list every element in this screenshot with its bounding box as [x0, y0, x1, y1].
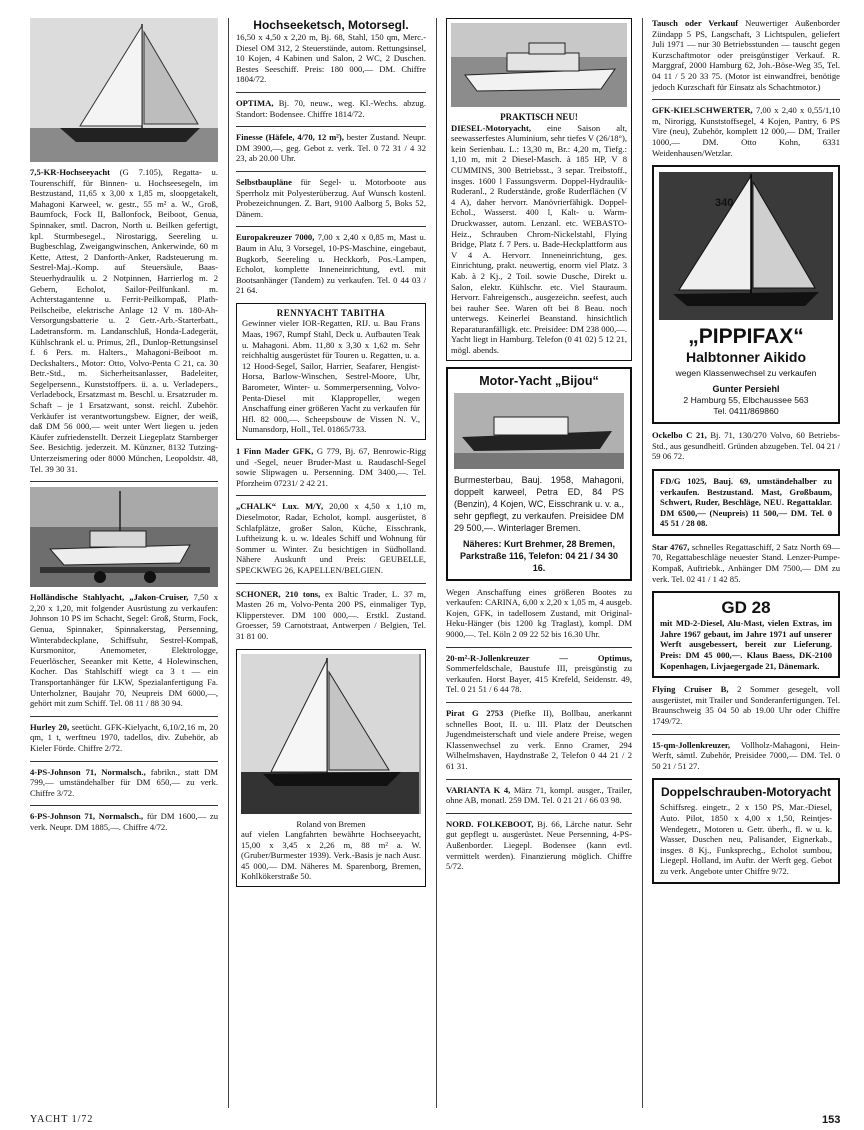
ad-title: VARIANTA K 4,	[446, 784, 511, 795]
ad-title: GD 28	[721, 598, 771, 618]
ad-pippifax	[652, 165, 840, 424]
divider	[446, 647, 632, 648]
column-2	[236, 18, 426, 893]
ad-tausch-verkauf	[652, 18, 840, 92]
ad-body: Gewinner vieler IOR-Regatten, RIJ. u. Bau Frans Maas, 1967, Rumpf Stahl, Deck u. Aufbauten Teak u. Mahagoni. Abm. 11,80 x 3,30 x 1,62 m. Sehr reichhaltig ausgerüstet für Touren u. Regatten, u. a. 12 Hood-Segel, Sailor, Harrier, Seafarer, Hengist-Horsa, Barlow-Winschen, Sestrel-Moore, Uhr, Barometer, Winter- u. Sommerpersenning, Volvo-Penta-Diesel mit Klappropeller, wegen Anschaffung einer größeren Yacht zu verkaufen für Hfl. 82 000,—. Scheepsbouw de Vissen N. V., Numansdorp, Holl., Tel. 01865/733.	[242, 318, 420, 435]
ad-title: Motor-Yacht „Bijou“	[479, 373, 599, 388]
column-rule	[642, 18, 643, 1108]
ad-title: „PIPPIFAX“	[688, 325, 804, 349]
divider	[236, 126, 426, 127]
steel-yacht-image	[30, 487, 218, 587]
ad-body: Burmesterbau, Bauj. 1958, Mahagoni, doppelt karweel, Petra ED, 84 PS (Benzin), 4 Kojen, WC, Eisschrank u. v. a., sehr gepflegt, zu verkaufen. Preisidee DM 29 500,—. Winterlager Bremen.	[454, 474, 624, 533]
motoryacht-image	[451, 23, 627, 107]
ad-flying-cruiser	[652, 684, 840, 726]
divider	[30, 805, 218, 806]
ad-body: auf vielen Langfahrten bewährte Hochseeyacht, 15,00 x 3,45 x 2,26 m, 88 m² a. W. (Gruber/Burmester 1939). Verk.-Basis je nach Ausr. 45 000,— DM. Näheres M. Sparenborg, Bremen, Kohlkökerstraße 50.	[241, 829, 421, 882]
ad-hochseeketsch	[236, 18, 426, 85]
ad-title: 7,5-KR-Hochseeyacht	[30, 167, 110, 177]
ad-body: 20,00 x 4,50 x 1,10 m, Dieselmotor, Radar, Echolot, kompl. ausgerüstet, 8 Schlafplätze, großer Salon, Küche, Eisschrank, Luftheizung k. u. w. Ideales Schiff und Wohnung für Sommer u. Winter. Zu besichtigen in Südholland. Nähere Auskunft und Preis: GEUBELLE, SPECKWEG 26, KAPELLEN/BELGIEN.	[236, 501, 426, 575]
ad-body: G 779, Bj. 67, Benrowic-Rigg und -Segel, neuer Bruder-Mast u. Raudaschl-Segel sowie Slipwagen u. Persenning. DM 3400,—. Tel. Pforzheim 07231/ 2 42 21.	[236, 446, 426, 488]
divider	[236, 495, 426, 496]
ad-pirat	[446, 708, 632, 772]
ad-title: Hochseeketsch, Motorsegl.	[253, 18, 409, 32]
divider	[652, 99, 840, 100]
ad-roland-von-bremen	[236, 649, 426, 888]
ad-subtitle: Halbtonner Aikido	[685, 349, 807, 366]
ad-doppelschrauben	[652, 778, 840, 883]
divider	[652, 734, 840, 735]
photo-caption: Roland von Bremen	[296, 818, 366, 829]
ad-6ps-johnson	[30, 811, 218, 832]
ad-selbstbauplaene	[236, 177, 426, 219]
ad-europakreuzer	[236, 232, 426, 296]
ad-7-5-kr-yacht	[30, 167, 218, 474]
ad-15qm-jollenkreuzer	[652, 740, 840, 772]
ad-optima	[236, 98, 426, 119]
ad-body: Vollholz-Mahagoni, Hein-Werft, sämtl. Zubehör, Preisidee 7000,— DM. Tel. 0 50 21 / 51 27.	[652, 739, 840, 771]
sailboat-image	[30, 18, 218, 162]
ad-body: mit MD-2-Diesel, Alu-Mast, vielen Extras, im Jahre 1967 gebaut, im Jahre 1971 auf unserer Werft ausgebessert, bereit zur Lieferung. Preis: DM 45 000,—. Klaus Baess, DK-2100 Kopenhagen, Livjaegergade 21, Dänemark.	[660, 618, 832, 671]
ad-body: 7,00 x 2,40 x 0,55/1,10 m, Nirorigg, Kunststoffsegel, 4 Kojen, Pantry, 6 PS Vire (neu), Zubehör, komplett 12 000,— DM, Trailer 1000,— DM. Otto Kohn, 6331 Weidenhausen/Wetzlar.	[652, 105, 840, 158]
ad-diesel-motoryacht	[446, 18, 632, 361]
ad-body: 7,50 x 2,20 x 1,20, mit folgender Ausrüstung zu verkaufen: Johnson 10 PS im Schacht, Segel: Groß, Sturm, Fock, Genua, Spinnaker, Spinnakerstag, Persenning, Winterabdeckplane, Schiffsuhr, Sestrel-Kompaß, Kursmonitor, Anemometer, Elektrologge, Feuerlöscher, Seeanker mit Kette, 4 Holewinschen, Kocher. Das Stahlschiff wiegt ca 3 t — ein Transportanhänger für LKW, Spezialanfertigung Fa. Unterholzner, Baujahr 70, Neupreis DM 6000,—, gehört mit zum Schiff. Tel. 08 11 / 88 30 94.	[30, 592, 218, 709]
ad-body: Wegen Anschaffung eines größeren Bootes zu verkaufen: CARINA, 6,00 x 2,20 x 1,05 m, 4 ausgeb. Kojen, GFK, in tadellosem Zustand, mit Original-Heku-Hänger (bis 1200 kg Traglast), kompl. DM 9000,—. Tel. Köln 2 09 22 52 bis 16.30 Uhr.	[446, 586, 632, 640]
footer-magazine: YACHT 1/72	[30, 1114, 94, 1125]
ad-schoner	[236, 589, 426, 642]
ad-4ps-johnson	[30, 767, 218, 799]
ad-jollenkreuzer-optimus	[446, 653, 632, 695]
ad-title: Tausch oder Verkauf	[652, 18, 739, 28]
ad-body: für DM 1600,— zu verk. Neupr. DM 1885,—. Chiffre 4/72.	[30, 811, 218, 832]
divider	[30, 761, 218, 762]
ad-chalk	[236, 501, 426, 575]
ad-body: März 71, kompl. ausger., Trailer, ohne AB, monatl. 259 DM. Tel. 0 21 21 / 66 03 98.	[446, 784, 632, 806]
ad-hurley-20	[30, 722, 218, 754]
ad-body: Sommerfeldschale, Baustufe III, preisgünstig zu verkaufen. Horst Bayer, 415 Krefeld, Seidenstr. 49, Tel. 0 21 51 / 6 44 78.	[446, 663, 632, 695]
ad-title: Pirat G 2753	[446, 708, 504, 718]
ad-title: „CHALK“ Lux. M/Y,	[236, 501, 324, 512]
photo-diesel-motoryacht	[451, 23, 627, 107]
ad-body: eine Saison alt, seewasserfestes Aluminium, sehr tiefes V (26/18°), kein Serienbau. L.: 13,30 m, Br.: 4,20 m, Tiefg.: 1,10 m, mit 2 Diesel-Masch. à 185 HP, V 8 CUMMINS, 300 Betriebsst., 3 separ. Treibstoff., insges. 1600 l Fassungsverm. Doppel-Hydraulik-Ruderanl., 2 Ruderstände, große Ruderflächen (V 4 A), daher hervorr. Manövrierfähigk. Doppel-Echol., Wasserst. 400 l, Kalt- u. Warm-Druckwasser, autom. Lenzanl. etc. WEBASTO-Heiz., Schrauben Chrom-Nickelstahl, Flying Bridge, Platz f. 7 Pers. u. Bade-Heckplattform aus V 4 A. Hervorr. Inneneinrichtung, ges. Einrichtung, prakt. neuwertig, enorm viel Platz. 3 Kab. à 2 Kj., 2 Toil. sowie Dusche, Direkt u. Salon, elektr. Kühlschr. etc. Viel Stauraum. Hervorr. Fahreigensch., ausgezeichn. seefest, auch bei rauher See. Waren oft bei 8 Beau. noch unterwegs. Keinerlei Beanstand. hinsichtlich Reparaturanfälligk. etc. Preisidee: DM 238 000,—. Yacht liegt in Hamburg. Telefon (0 41 02) 5 12 21, mögl. abends.	[451, 122, 627, 356]
ad-body: ex Baltic Trader, L. 37 m, Masten 26 m, Volvo-Penta 200 PS, einmaliger Typ, Klipperstever. DM 100 000,—. Erstkl. Zustand. Groesser, 59 Carnotstraat, Antwerpen / Belgien, Tel. 31 81 00.	[236, 588, 426, 641]
ad-title: SCHONER, 210 tons,	[236, 588, 321, 599]
divider	[236, 171, 426, 172]
ad-fd-g-1025	[652, 469, 840, 536]
divider	[236, 92, 426, 93]
ad-name: Gunter Persiehl	[712, 384, 780, 395]
divider	[236, 226, 426, 227]
photo-bijou	[454, 393, 624, 469]
ad-body: Bj. 71, 130/270 Volvo, 60 Betriebs-Std., aus gesundheitl. Gründen abzugeben. Tel. 04 21 / 59 06 72.	[652, 430, 840, 462]
bijou-boat-image	[454, 393, 624, 469]
divider	[446, 702, 632, 703]
ad-body: 7,00 x 2,40 x 0,85 m, Mast u. Baum in Alu, 3 Vorsegel, 10-PS-Maschine, eingebaut, Bugkorb, Seereling u. Heckkorb, Pos.-Lampen, Echolot, komplette Inneneinrichtung, evtl. mit Bootsanhänger (Tandem) zu verkaufen. Tel. 0 44 03 / 21 64.	[236, 232, 427, 296]
divider	[236, 583, 426, 584]
photo-sailing-yacht	[30, 18, 218, 162]
ad-title: NORD. FOLKEBOOT,	[446, 818, 534, 829]
ad-motor-yacht-bijou	[446, 367, 632, 581]
ad-gfk-kielschwerter	[652, 105, 840, 158]
ad-title: GFK-KIELSCHWERTER,	[652, 105, 753, 116]
ad-star-4767	[652, 542, 840, 584]
ad-address: 2 Hamburg 55, Elbchaussee 563	[683, 395, 809, 406]
ad-body: schnelles Regattaschiff, 2 Satz North 69—70, Regattabeschläge neuester Stand. Lenzer-Pumpe-Kompaß, Auftriebk., Anhänger DM 7500,— DM zu verk. Tel. 02 41 / 1 42 85.	[652, 541, 840, 584]
divider	[30, 481, 218, 482]
ad-title: PRAKTISCH NEU!	[500, 112, 578, 122]
ad-rennyacht-tabitha	[236, 303, 426, 440]
column-3	[446, 18, 632, 879]
ad-title: 1 Finn Mader GFK,	[236, 446, 314, 456]
ad-title: Star 4767,	[652, 541, 690, 552]
ad-title: Selbstbaupläne	[236, 176, 292, 187]
ad-title: FD/G 1025,	[660, 475, 707, 486]
photo-steel-yacht	[30, 487, 218, 587]
ad-folkeboot	[446, 819, 632, 872]
ad-body: Bauj. 69, umständehalber zu verkaufen. Bestzustand. Mast, Großbaum, Schwert, Ruder, Beschläge, NEU. Regattaklar. DM 6500,— (Neupreis) 11 500,— DM. Tel. 0 45 51 / 28 08.	[660, 475, 832, 529]
ad-varianta	[446, 785, 632, 806]
ad-finn-mader	[236, 446, 426, 488]
ad-body: bester Zustand. Neupr. DM 3900,—, geg. Gebot z. verk. Tel. 0 72 31 / 4 32 23, ab 20.00 Uhr.	[236, 132, 426, 164]
ad-body: (Piefke II), Bollbau, anerkannt schnelles Boot, II. u. III. Platz der Deutschen Jugendmeisterschaft und viele andere Preise, wegen Klassenwechsel zu verk. Enno Cramer, 294 Wilhelmshaven, Haydnstraße 2, Telefon 0 44 21 / 2 61 31.	[446, 708, 632, 771]
ad-carina	[446, 587, 632, 640]
ad-body: Neuwertiger Außenborder Zündapp 5 PS, Langschaft, 3 Lichtspulen, geliefert Juli 1971 — nur 30 Betriebsstunden — tauscht gegen Kurzschaftmotor oder preisgünstiger Verkauf. R. Marggraf, 2000 Hamburg 62, Joh.-Böse-Weg 35, Tel. 04 11 / 5 20 33 75. (Motor ist einwandfrei, benötige jedoch Kurzschaft für Einsatz als Schachtmotor.)	[652, 18, 840, 92]
photo-roland-von-bremen	[241, 654, 421, 814]
ad-title: 20-m²-R-Jollenkreuzer — Optimus,	[446, 652, 632, 663]
ad-phone: Tel. 0411/869860	[713, 406, 779, 417]
ad-line: wegen Klassenwechsel zu verkaufen	[675, 368, 817, 379]
ad-gd-28	[652, 591, 840, 678]
ad-subtitle: DIESEL-Motoryacht,	[451, 122, 531, 133]
column-rule	[228, 18, 229, 1108]
ad-title: Holländische Stahlyacht, „Jakon-Cruiser,	[30, 592, 189, 603]
divider	[30, 716, 218, 717]
ad-dutch-steel-yacht	[30, 592, 218, 709]
ad-title: Doppelschrauben-Motoryacht	[660, 785, 831, 800]
sail-number: 340	[715, 197, 734, 210]
column-rule	[436, 18, 437, 1108]
photo-pippifax	[659, 172, 833, 320]
ad-body: Bj. 66, Lärche natur. Sehr gut gepflegt u. ausgerüstet. Neue Persenning, 4-PS-Außenborder. Liegepl. Bodensee (kann evtl. vermittelt werden). Finanzierung möglich. Chiffre 5/72.	[446, 818, 632, 872]
ad-body: Schiffsreg. eingetr., 2 x 150 PS, Mar.-Diesel, Auto. Pilot, 1850 x 4,00 x 1,50, Reintjes-Wendegetr., Motoren u. Getr. überh., fl. w u. k. Wasser, Duschen neu, Palisander, Eignerkab., insges. 8 Kj., Funksprechg., Echolot sumbou, Liegepl. Holland, im Auftr. der Werft geg. Gebot zu verk. Angebote unter Chiffre 9/72.	[660, 802, 832, 876]
footer-page-number: 153	[822, 1114, 841, 1126]
ad-ockelbo	[652, 430, 840, 462]
ad-body: 16,50 x 4,50 x 2,20 m, Bj. 68, Stahl, 150 qm, Merc.-Diesel OM 312, 2 Steuerstände, autom. Rettungsinsel, 10 Kojen, 4 Kabinen und Salon, 2 WC, 2 Duschen. Bestes Seeschiff. Preis: 180 000,— DM. Chiffre 1804/72.	[236, 32, 426, 85]
ad-title: RENNYACHT TABITHA	[276, 307, 386, 318]
ad-body: 2 Sommer gesegelt, voll ausgerüstet, mit Trailer und Sonderanfertigungen. Tel. Braunschweig 35 04 50 ab 19.00 Uhr oder Chiffre 1749/72.	[652, 684, 840, 726]
ad-title: Flying Cruiser B,	[652, 684, 729, 695]
column-4	[652, 18, 840, 890]
column-1	[30, 18, 218, 840]
ad-text	[451, 112, 627, 356]
yacht-under-sail-image	[241, 654, 419, 814]
ad-title: 15-qm-Jollenkreuzer,	[652, 739, 731, 750]
ad-title: Hurley 20,	[30, 721, 70, 732]
ad-finesse	[236, 132, 426, 164]
ad-body: seetücht. GFK-Kielyacht, 6,10/2,16 m, 20 qm, 1 t, werftneu 1970, tadellos, div. Zubehör, ab Kieler Förde. Chiffre 2/72.	[30, 721, 218, 753]
ad-body: Bj. 70, neuw., weg. Kl.-Wechs. abzug. Standort: Bodensee. Chiffre 1814/72.	[236, 97, 426, 119]
ad-title: OPTIMA,	[236, 97, 274, 108]
ad-title: Ockelbo C 21,	[652, 430, 707, 441]
ad-body: für Segel- u. Motorboote aus Sperrholz mit Polyesterüberzug. Auf Wunsch kostenl. Probezeichnungen. Z. Bart, 9100 Aalborg 5, Boks 52, Dänem.	[236, 176, 426, 219]
divider	[446, 813, 632, 814]
ad-body: (G 7.105), Regatta- u. Tourenschiff, für Binnen- u. Hochseesegeln, im Bestzustand, 11,65 x 3,00 x 1,85 m, sloopgetakelt, Mahagoni Karweel, w. gestr., 55 m² a. W., Groß, Baumfock, Fock II, Ballonfock, Beiboot, Genua, Spinnaker, smtl. Dacron, North u. Beilken gefertigt, kpl. Sturmbesegel., Nirostarigg, Seereling u. Bugbeschlag, Zweigangwinschen, Ankerwinde, 60 m Kette, Attest, 2 Danforth-Anker, Radsteuerung m. Sestrel-Maj.-Komp. auf Steuersäule, Baas-Steuerhydraulik u. 2 Notpinnen, Harrierlog m. 2 Gebern, Echolot, Sailor-Peilfunkanl. m. Achterstagantenne u. Ferrit-Peilkompaß, Plath-Peilscheibe, elektrische Anlage 12 V m. 180-Ah-Versorgungsbatterie u. 2 Getr.-Arb.-Starterbatt., Ladetransform. m. Landanschluß, Honda-Ladegerät, Kühlschrank el. u. Primus, 2fl., Dunlop-Rettungsinsel f. 6 Pers. m. Halters., Mahagoni-Beiboot m. Deckshalters., Motor: Otto, Volvo-Penta C 21, ca. 30 Betr.-Std., m. Sicherheitsanlasser, Badeleiter, Segelpersenn., Kunststoffpers. ü. a. u. Verladepers., Verladebock, Ersatzmast m. Beschl. u. Ersatzruder m. Schaft – je 1 Ersatzwant, sonst. reichl. Zubehör. Verkäufer ist verantwortungsbew. Eigner, der weiß, daß DM 56 000,— weit unter Wert liegen u. jeden Käufer zufriedenstellt. Derzeit Liegeplatz Starnberger See. Besichtig. jederzeit. M. Künzner, 8132 Tutzing-Unterzeismering oder 8000 München, Leopoldstr. 48, Tel. 39 30 31.	[30, 167, 218, 474]
ad-title: 6-PS-Johnson 71, Normalsch.,	[30, 811, 144, 822]
halbtonner-image	[659, 172, 831, 320]
ad-title: Finesse (Häfele, 4/70, 12 m²),	[236, 132, 344, 143]
ad-body: fabrikn., statt DM 799,— umständehalber für DM 650,— zu verk. Chiffre 3/72.	[30, 766, 218, 798]
divider	[446, 779, 632, 780]
ad-title: Europakreuzer 7000,	[236, 232, 315, 243]
ad-contact: Näheres: Kurt Brehmer, 28 Bremen, Parkstraße 116, Telefon: 04 21 / 34 30 16.	[460, 538, 618, 573]
ad-title: 4-PS-Johnson 71, Normalsch.,	[30, 766, 146, 777]
